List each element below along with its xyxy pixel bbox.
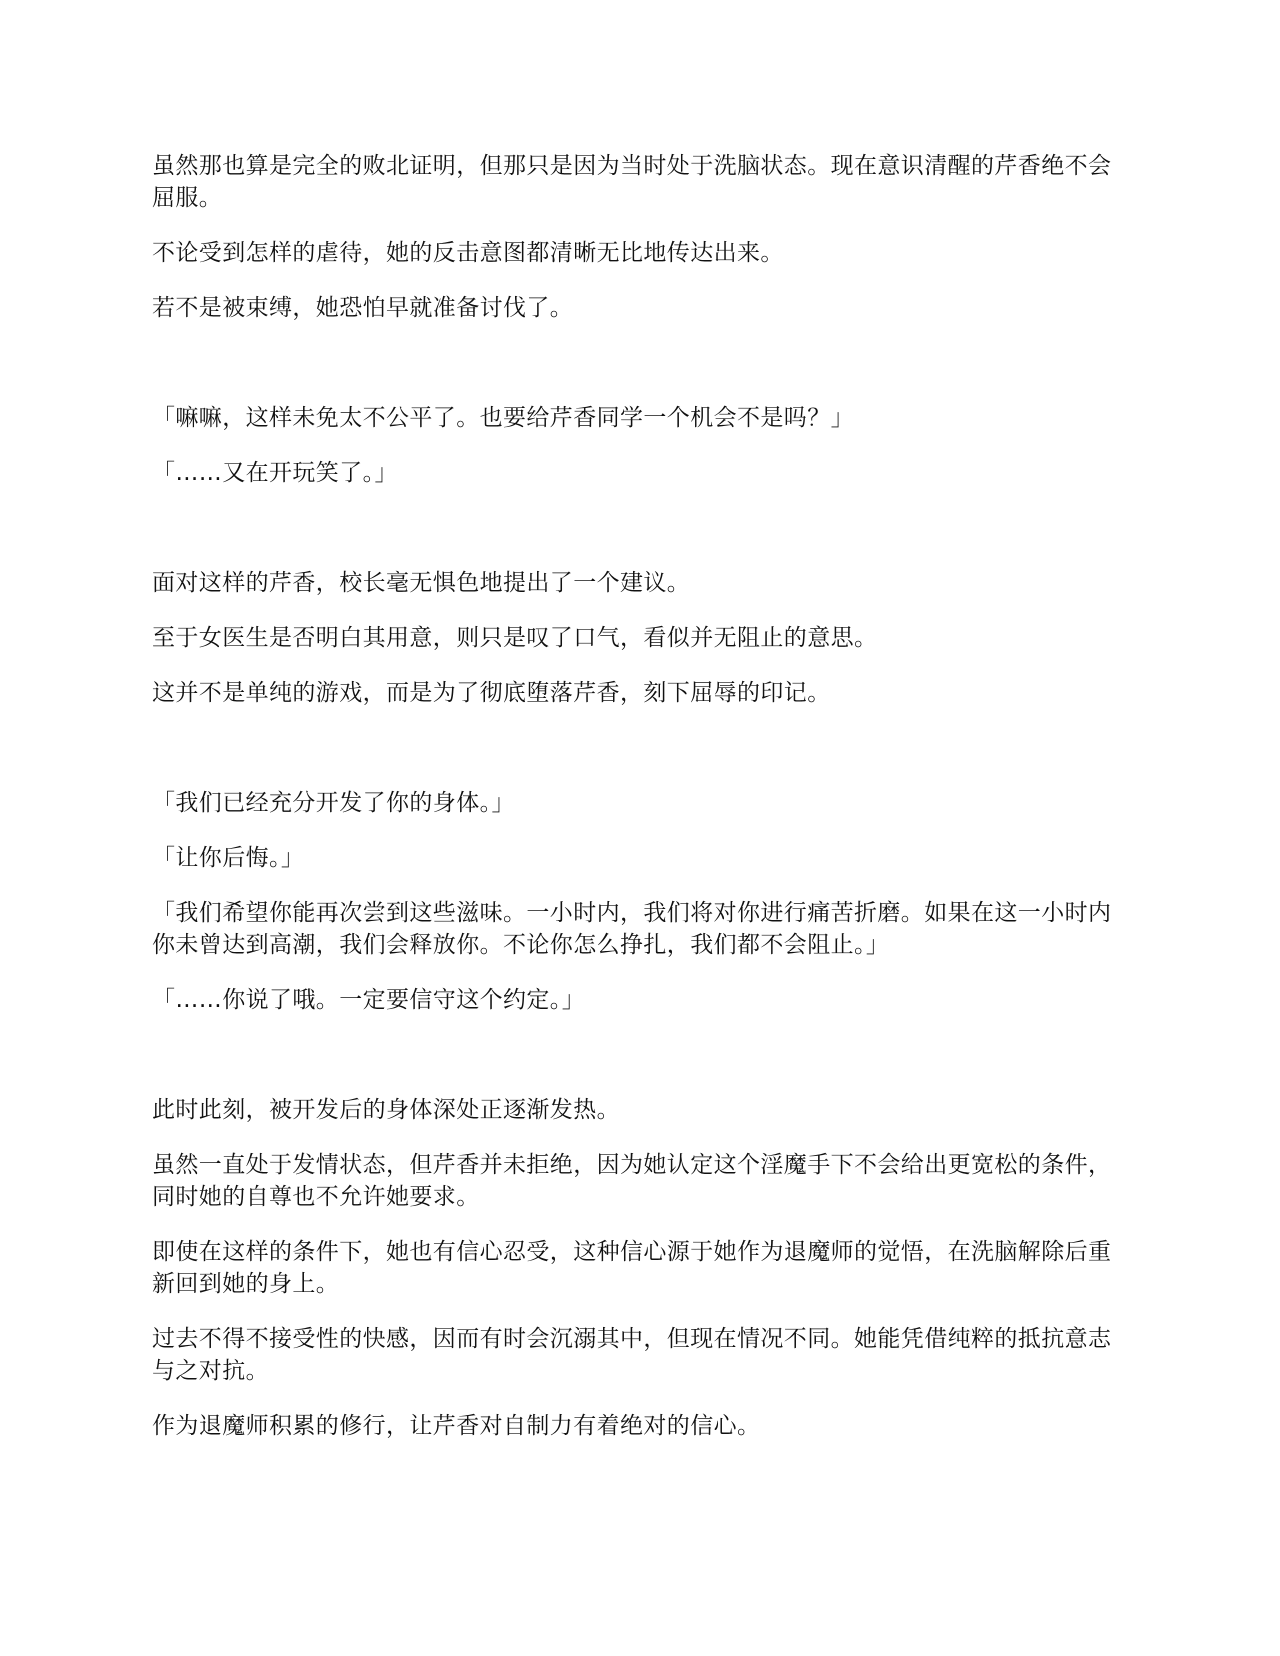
dialogue-line: 「嘛嘛，这样未免太不公平了。也要给芹香同学一个机会不是吗？」 <box>152 405 854 431</box>
paragraph: 至于女医生是否明白其用意，则只是叹了口气，看似并无阻止的意思。 <box>152 625 878 651</box>
section-gap <box>152 512 1132 567</box>
section-gap <box>152 1039 1132 1094</box>
section-gap <box>152 732 1132 787</box>
paragraph: 虽然一直处于发情状态，但芹香并未拒绝，因为她认定这个淫魔手下不会给出更宽松的条件，同时她的自尊也不允许她要求。 <box>152 1152 1112 1210</box>
paragraph: 面对这样的芹香，校长毫无惧色地提出了一个建议。 <box>152 570 691 596</box>
dialogue-line: 「让你后悔。」 <box>152 845 305 871</box>
paragraph: 不论受到怎样的虐待，她的反击意图都清晰无比地传达出来。 <box>152 240 784 266</box>
dialogue-line: 「……又在开玩笑了。」 <box>152 460 398 486</box>
paragraph: 这并不是单纯的游戏，而是为了彻底堕落芹香，刻下屈辱的印记。 <box>152 680 831 706</box>
dialogue-line: 「我们希望你能再次尝到这些滋味。一小时内，我们将对你进行痛苦折磨。如果在这一小时内你未曾达到高潮，我们会释放你。不论你怎么挣扎，我们都不会阻止。」 <box>152 900 1112 958</box>
paragraph: 此时此刻，被开发后的身体深处正逐渐发热。 <box>152 1097 620 1123</box>
dialogue-line: 「……你说了哦。一定要信守这个约定。」 <box>152 987 586 1013</box>
dialogue-line: 「我们已经充分开发了你的身体。」 <box>152 790 515 816</box>
section-gap <box>152 347 1132 402</box>
paragraph: 作为退魔师积累的修行，让芹香对自制力有着绝对的信心。 <box>152 1413 761 1439</box>
document-page <box>152 150 1132 1465</box>
paragraph: 虽然那也算是完全的败北证明，但那只是因为当时处于洗脑状态。现在意识清醒的芹香绝不会屈服。 <box>152 153 1112 211</box>
paragraph: 过去不得不接受性的快感，因而有时会沉溺其中，但现在情况不同。她能凭借纯粹的抵抗意志与之对抗。 <box>152 1326 1112 1384</box>
paragraph: 即使在这样的条件下，她也有信心忍受，这种信心源于她作为退魔师的觉悟，在洗脑解除后重新回到她的身上。 <box>152 1239 1112 1297</box>
paragraph: 若不是被束缚，她恐怕早就准备讨伐了。 <box>152 295 574 321</box>
